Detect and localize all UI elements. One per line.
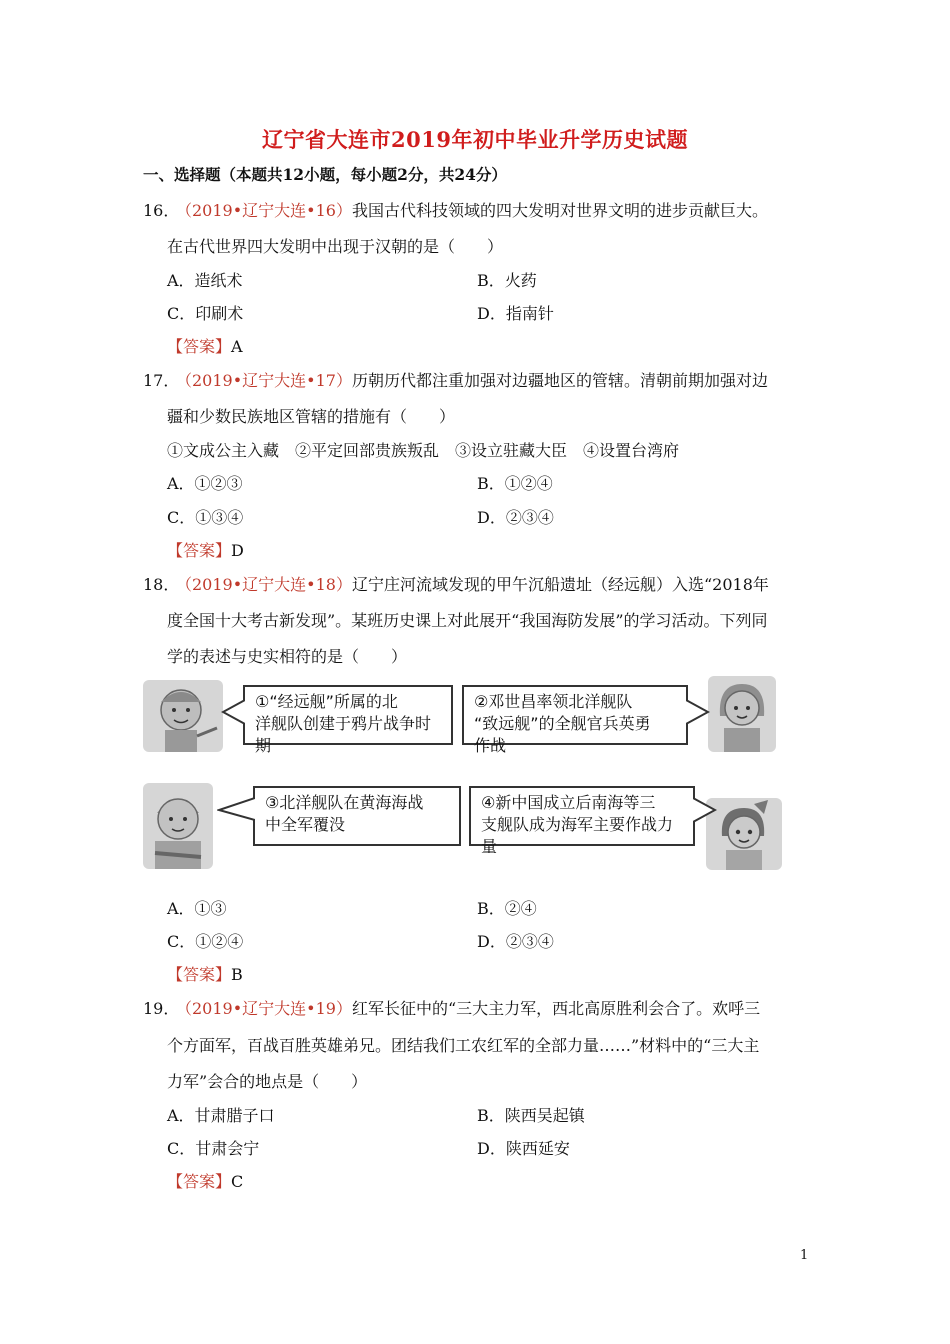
question-17-number: 17． [143,371,180,390]
student-avatar-1 [143,680,223,752]
bubble-2-line-3: 作战 [474,736,507,755]
speech-bubble-2 [462,685,688,755]
question-17-answer [167,538,244,561]
question-18-source: （2019•辽宁大连•18） [176,575,352,594]
speech-bubble-1 [243,685,453,755]
page-title: 辽宁省大连市2019年初中毕业升学历史试题 [262,127,688,152]
bubble-2-line-1: ②邓世昌率领北洋舰队 [474,692,633,711]
question-19-line-2: 个方面军，百战百胜英雄弟兄。团结我们工农红军的全部力量……”材料中的“三大主 [167,1036,760,1055]
student-avatar-2 [708,676,776,752]
question-16-source: （2019•辽宁大连•16） [176,201,352,220]
question-19-number: 19． [143,999,180,1018]
question-18-option-c: C．①②④ [167,932,244,951]
bubble-3-line-2: 中全军覆没 [265,815,346,834]
question-19-option-b: B．陕西吴起镇 [477,1106,585,1125]
question-17-line-1: 历朝历代都注重加强对边疆地区的管辖。清朝前期加强对边 [351,371,768,390]
bubble-4-line-3: 量 [481,837,498,856]
speech-bubble-3 [253,786,461,846]
question-16-number: 16． [143,201,180,220]
question-16-option-d: D．指南针 [477,304,554,323]
question-16-line-1: 我国古代科技领域的四大发明对世界文明的进步贡献巨大。 [351,201,768,220]
bubble-3-line-1: ③北洋舰队在黄海海战 [265,793,424,812]
question-16-line-2: 在古代世界四大发明中出现于汉朝的是（ ） [167,237,504,256]
question-18-number: 18． [143,575,180,594]
bubble-3-tail [217,796,255,822]
cartoon-boy-arms-crossed-icon [143,783,213,869]
question-18-stem [176,572,769,595]
bubble-1-line-1: ①“经远舰”所属的北 [255,692,398,711]
question-18-answer [167,962,243,985]
student-avatar-4 [706,798,782,870]
answer-value: C [231,1172,244,1191]
question-16-option-b: B．火药 [477,271,537,290]
question-18-line-2: 度全国十大考古新发现”。某班历史课上对此展开“我国海防发展”的学习活动。下列同 [167,611,768,630]
question-19-line-1: 红军长征中的“三大主力军，西北高原胜利会合了。欢呼三 [351,999,761,1018]
question-19-source: （2019•辽宁大连•19） [176,999,352,1018]
answer-value: B [231,965,243,984]
question-18-line-3: 学的表述与史实相符的是（ ） [167,647,408,666]
cartoon-girl-bow-icon [706,798,782,870]
cartoon-boy-icon [143,680,223,752]
question-17-option-a: A．①②③ [167,474,243,493]
question-17-option-b: B．①②④ [477,474,553,493]
question-19-option-a: A．甘肃腊子口 [167,1106,275,1125]
answer-label: 【答案】 [167,337,232,356]
question-17-stem [176,368,768,391]
question-16-option-c: C．印刷术 [167,304,244,323]
question-18-option-b: B．②④ [477,899,537,918]
speech-bubble-4 [469,786,695,856]
question-19-answer [167,1169,243,1192]
question-18-line-1: 辽宁庄河流域发现的甲午沉船遗址（经远舰）入选“2018年 [351,575,769,594]
answer-label: 【答案】 [167,1172,232,1191]
question-17-option-c: C．①③④ [167,508,244,527]
question-17-line-2: 疆和少数民族地区管辖的措施有（ ） [167,407,456,426]
bubble-2-tail [686,698,710,726]
answer-label: 【答案】 [167,541,232,560]
section-heading: 一、选择题（本题共12小题，每小题2分，共24分） [143,165,507,184]
student-avatar-3 [143,783,213,869]
question-16-option-a: A．造纸术 [167,271,243,290]
answer-value: D [231,541,244,560]
page-number: 1 [800,1248,809,1263]
answer-value: A [231,337,243,356]
question-16-stem [176,198,768,221]
question-19-option-d: D．陕西延安 [477,1139,570,1158]
question-17-option-d: D．②③④ [477,508,554,527]
bubble-1-tail [221,698,245,726]
question-16-answer [167,334,243,357]
question-19-option-c: C．甘肃会宁 [167,1139,260,1158]
question-19-stem [176,996,760,1019]
answer-label: 【答案】 [167,965,232,984]
bubble-4-tail [693,796,717,824]
question-19-line-3: 力军”会合的地点是（ ） [167,1072,368,1091]
bubble-1-line-3: 期 [255,736,272,755]
bubble-4-line-2: 支舰队成为海军主要作战力 [481,815,674,834]
bubble-1-line-2: 洋舰队创建于鸦片战争时 [255,714,432,733]
question-18-option-d: D．②③④ [477,932,554,951]
bubble-4-line-1: ④新中国成立后南海等三 [481,793,656,812]
question-18-option-a: A．①③ [167,899,227,918]
cartoon-girl-icon [708,676,776,752]
bubble-2-line-2: “致远舰”的全舰官兵英勇 [474,714,651,733]
question-17-statements: ①文成公主入藏 ②平定回部贵族叛乱 ③设立驻藏大臣 ④设置台湾府 [167,441,680,460]
question-17-source: （2019•辽宁大连•17） [176,371,352,390]
